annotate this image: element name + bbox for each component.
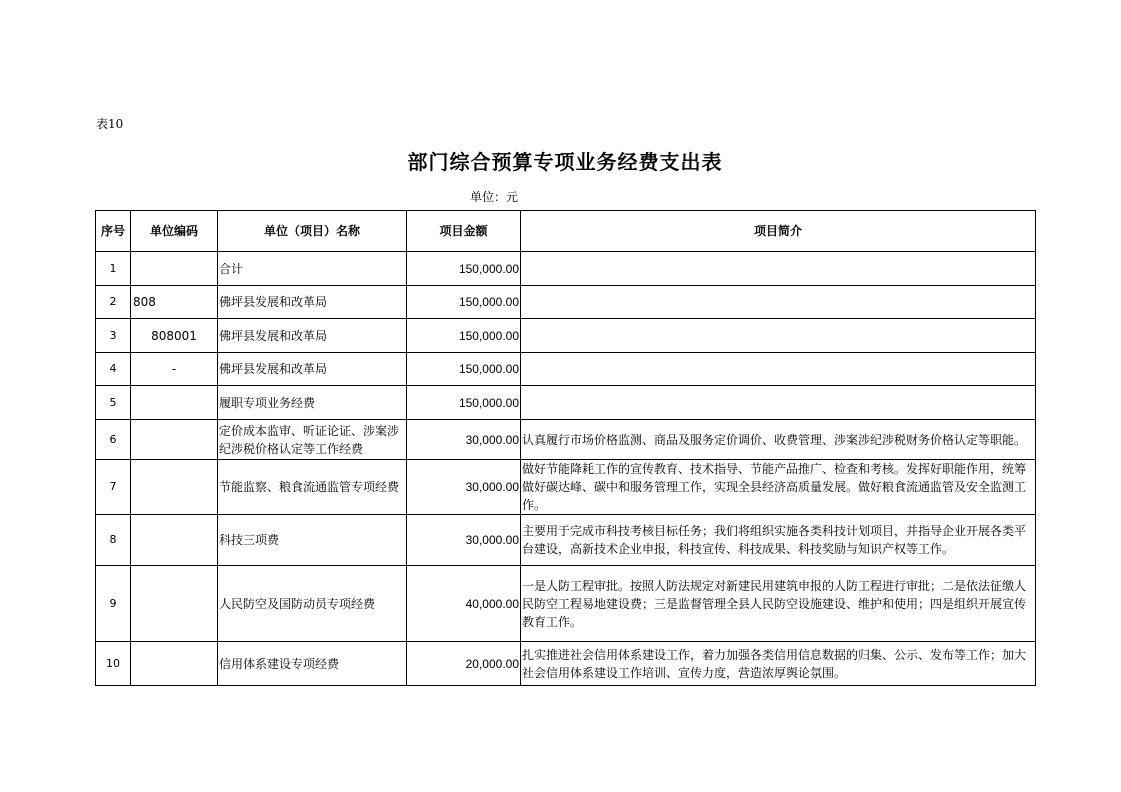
- item-description: 一是人防工程审批。按照人防法规定对新建民用建筑申报的人防工程进行审批；二是依法征缴人民防空工程易地建设费；三是监督管理全县人民防空设施建设、维护和使用；四是组织开展宣传教育工作。: [521, 566, 1036, 642]
- row-number: 6: [96, 420, 131, 460]
- unit-label: 单位：元: [470, 190, 519, 204]
- unit-code: [131, 642, 218, 686]
- item-amount: 30,000.00: [407, 420, 521, 460]
- column-header-desc: 项目简介: [521, 211, 1036, 252]
- table-row: [96, 319, 1036, 353]
- item-name: 佛坪县发展和改革局: [218, 286, 407, 319]
- item-amount: 30,000.00: [407, 460, 521, 515]
- table-row: [96, 566, 1036, 642]
- table-number: 表10: [96, 117, 124, 131]
- table-row: [96, 420, 1036, 460]
- item-amount: 150,000.00: [407, 252, 521, 286]
- item-name: 节能监察、粮食流通监管专项经费: [218, 460, 407, 515]
- unit-code: [131, 460, 218, 515]
- item-description: [521, 386, 1036, 420]
- row-number: 7: [96, 460, 131, 515]
- table-row: [96, 286, 1036, 319]
- column-header-code: 单位编码: [131, 211, 218, 252]
- table-row: [96, 386, 1036, 420]
- table-row: [96, 460, 1036, 515]
- item-description: [521, 286, 1036, 319]
- unit-code: [131, 386, 218, 420]
- item-description: 做好节能降耗工作的宣传教育、技术指导、节能产品推广、检查和考核。发挥好职能作用，统筹做好碳达峰、碳中和服务管理工作，实现全县经济高质量发展。做好粮食流通监管及安全监测工作。: [521, 460, 1036, 515]
- row-number: 2: [96, 286, 131, 319]
- item-name: 定价成本监审、听证论证、涉案涉纪涉税价格认定等工作经费: [218, 420, 407, 460]
- row-number: 3: [96, 319, 131, 353]
- row-number: 1: [96, 252, 131, 286]
- item-name: 合计: [218, 252, 407, 286]
- item-amount: 20,000.00: [407, 642, 521, 686]
- item-description: 认真履行市场价格监测、商品及服务定价调价、收费管理、涉案涉纪涉税财务价格认定等职能。: [521, 420, 1036, 460]
- item-amount: 150,000.00: [407, 386, 521, 420]
- row-number: 5: [96, 386, 131, 420]
- column-header-no: 序号: [96, 211, 131, 252]
- table-row: [96, 252, 1036, 286]
- budget-table: [95, 210, 1036, 686]
- item-description: [521, 252, 1036, 286]
- unit-code: -: [131, 353, 218, 386]
- item-amount: 150,000.00: [407, 319, 521, 353]
- item-name: 科技三项费: [218, 515, 407, 566]
- unit-code: [131, 566, 218, 642]
- table-header-row: [96, 211, 1036, 252]
- row-number: 9: [96, 566, 131, 642]
- table-row: [96, 642, 1036, 686]
- item-amount: 150,000.00: [407, 286, 521, 319]
- unit-code: [131, 252, 218, 286]
- unit-code: [131, 420, 218, 460]
- row-number: 4: [96, 353, 131, 386]
- row-number: 8: [96, 515, 131, 566]
- item-name: 佛坪县发展和改革局: [218, 353, 407, 386]
- item-amount: 30,000.00: [407, 515, 521, 566]
- item-description: [521, 353, 1036, 386]
- table-row: [96, 515, 1036, 566]
- item-description: 主要用于完成市科技考核目标任务；我们将组织实施各类科技计划项目，并指导企业开展各类平台建设，高新技术企业申报，科技宣传、科技成果、科技奖励与知识产权等工作。: [521, 515, 1036, 566]
- item-name: 人民防空及国防动员专项经费: [218, 566, 407, 642]
- item-name: 履职专项业务经费: [218, 386, 407, 420]
- item-amount: 150,000.00: [407, 353, 521, 386]
- unit-code: 808001: [131, 319, 218, 353]
- unit-code: [131, 515, 218, 566]
- item-description: [521, 319, 1036, 353]
- item-name: 佛坪县发展和改革局: [218, 319, 407, 353]
- column-header-name: 单位（项目）名称: [218, 211, 407, 252]
- table-row: [96, 353, 1036, 386]
- column-header-amount: 项目金额: [407, 211, 521, 252]
- page-title: 部门综合预算专项业务经费支出表: [407, 150, 723, 174]
- item-description: 扎实推进社会信用体系建设工作，着力加强各类信用信息数据的归集、公示、发布等工作；加大社会信用体系建设工作培训、宣传力度，营造浓厚舆论氛围。: [521, 642, 1036, 686]
- item-amount: 40,000.00: [407, 566, 521, 642]
- item-name: 信用体系建设专项经费: [218, 642, 407, 686]
- unit-code: 808: [131, 286, 218, 319]
- row-number: 10: [96, 642, 131, 686]
